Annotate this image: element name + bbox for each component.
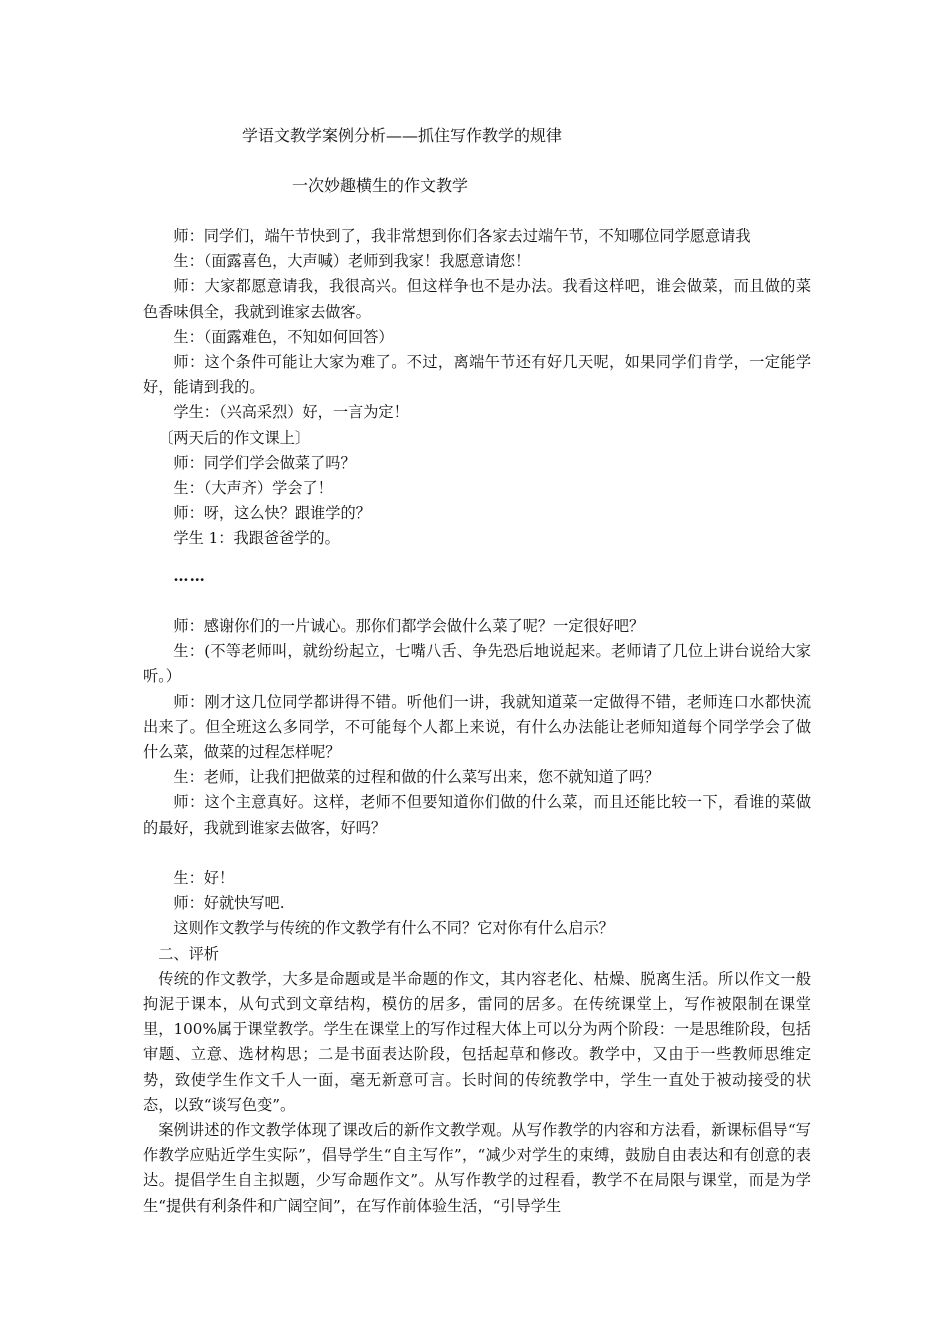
paragraph: 师：呀，这么快？跟谁学的？ <box>173 504 371 523</box>
paragraph: 生：（大声齐）学会了！ <box>173 479 333 498</box>
ellipsis: …… <box>173 566 206 585</box>
paragraph: 生：好！ <box>173 869 235 888</box>
paragraph: 生：（面露喜色，大声喊）老师到我家！我愿意请您！ <box>173 252 531 271</box>
paragraph: 师：同学们学会做菜了吗？ <box>173 453 356 472</box>
spacer <box>143 552 811 564</box>
paragraph: 师：同学们，端午节快到了，我非常想到你们各家去过端午节，不知哪位同学愿意请我 <box>173 227 751 245</box>
paragraph: 〔两天后的作文课上〕 <box>158 428 311 447</box>
paragraph: 师：刚才这几位同学都讲得不错。听他们一讲，我就知道菜一定做得不错，老师连口水都快流出来了。但全班这么多同学，不可能每个人都上来说，有什么办法能让老师知道每个同学学会了做什么菜，做菜的过程怎样呢？ <box>143 692 811 762</box>
paragraph: 学生：（兴高采烈）好，一言为定！ <box>173 403 409 422</box>
paragraph: 生：（面露难色，不知如何回答） <box>173 327 394 346</box>
paragraph: 案例讲述的作文教学体现了课改后的新作文教学观。从写作教学的内容和方法看，新课标倡导“写作教学应贴近学生实际”，倡导学生“自主写作”，“减少对学生的束缚，鼓励自由表达和有创意的表达。提倡学生自主拟题，少写命题作文”。从写作教学的过程看，教学不在局限与课堂，而是为学生“提供有利条件和广阔空间”，在写作前体验生活，“引导学生 <box>143 1121 811 1215</box>
paragraph: 生：老师，让我们把做菜的过程和做的什么菜写出来，您不就知道了吗？ <box>173 768 660 787</box>
paragraph: 生：(不等老师叫，就纷纷起立，七嘴八舌、争先恐后地说起来。老师请了几位上讲台说给大家听。） <box>143 642 811 686</box>
document-title: 学语文教学案例分析——抓住写作教学的规律 <box>242 126 563 145</box>
document-body <box>143 224 811 1219</box>
paragraph: 学生 1：我跟爸爸学的。 <box>173 529 340 548</box>
document-subtitle: 一次妙趣横生的作文教学 <box>292 176 469 195</box>
section-heading: 二、评析 <box>158 944 219 963</box>
spacer <box>143 841 811 866</box>
paragraph: 传统的作文教学，大多是命题或是半命题的作文，其内容老化、枯燥、脱离生活。所以作文一般拘泥于课本，从句式到文章结构，模仿的居多，雷同的居多。在传统课堂上，写作被限制在课堂里，100%属于课堂教学。学生在课堂上的写作过程大体上可以分为两个阶段：一是思维阶段，包括审题、立意、选材构思；二是书面表达阶段，包括起草和修改。教学中，又由于一些教师思维定势，致使学生作文千人一面，毫无新意可言。长时间的传统教学中，学生一直处于被动接受的状态，以致“谈写色变”。 <box>143 969 811 1114</box>
paragraph: 师：感谢你们的一片诚心。那你们都学会做什么菜了呢？一定很好吧？ <box>173 617 645 636</box>
paragraph: 这则作文教学与传统的作文教学有什么不同？它对你有什么启示？ <box>173 919 614 938</box>
paragraph: 师：这个主意真好。这样，老师不但要知道你们做的什么菜，而且还能比较一下，看谁的菜做的最好，我就到谁家去做客，好吗？ <box>143 793 811 837</box>
spacer <box>143 589 811 614</box>
paragraph: 师：这个条件可能让大家为难了。不过，离端午节还有好几天呢，如果同学们肯学，一定能学好，能请到我的。 <box>143 353 811 397</box>
paragraph: 师：好就快写吧. <box>173 894 285 913</box>
paragraph: 师：大家都愿意请我，我很高兴。但这样争也不是办法。我看这样吧，谁会做菜，而且做的菜色香味俱全，我就到谁家去做客。 <box>143 277 811 321</box>
